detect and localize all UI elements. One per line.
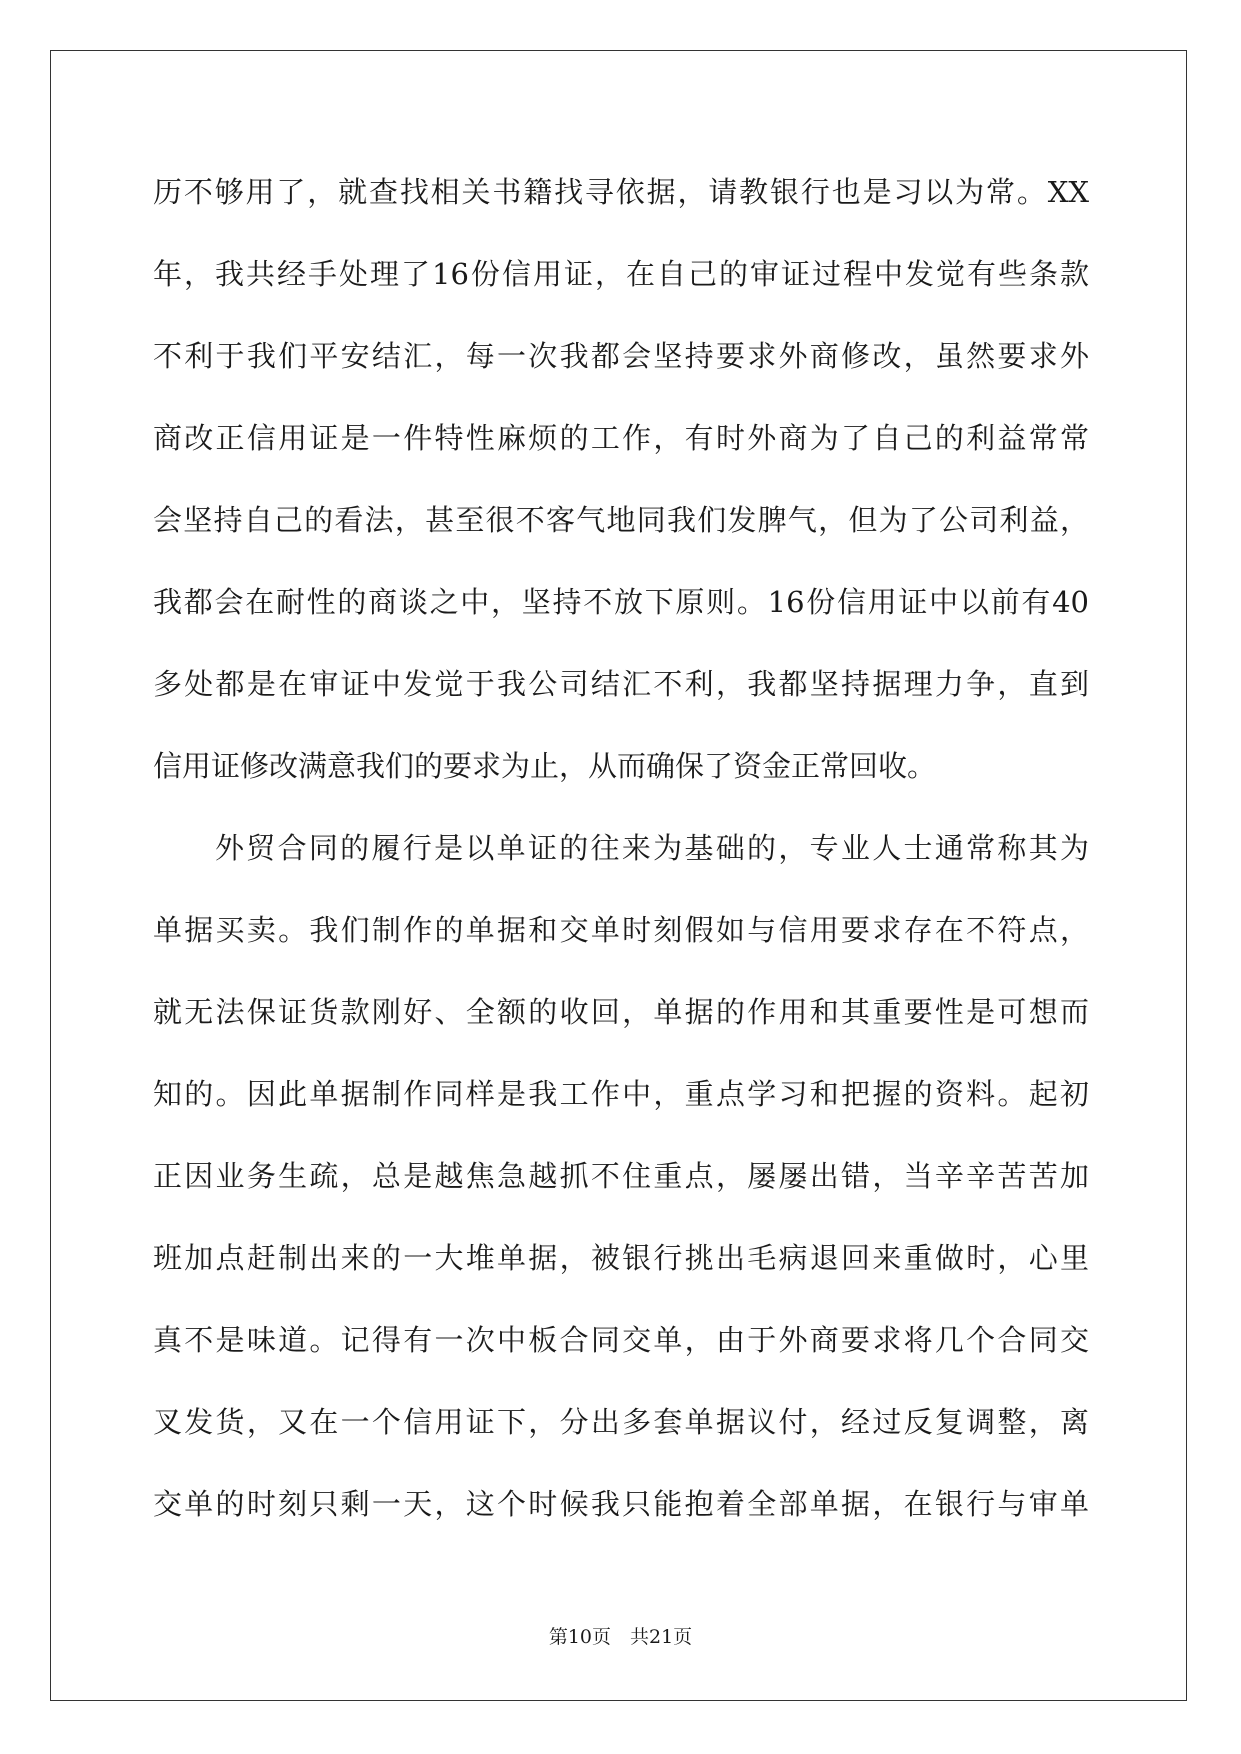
text-line: 历不够用了，就查找相关书籍找寻依据，请教银行也是习以为常。XX — [153, 175, 1089, 209]
text-line: 多处都是在审证中发觉于我公司结汇不利，我都坚持据理力争，直到 — [153, 667, 1089, 701]
text-line: 会坚持自己的看法，甚至很不客气地同我们发脾气，但为了公司利益， — [153, 503, 1089, 537]
text-line: 商改正信用证是一件特性麻烦的工作，有时外商为了自己的利益常常 — [153, 421, 1089, 455]
paragraph-1 — [153, 160, 1089, 816]
text-line: 交单的时刻只剩一天，这个时候我只能抱着全部单据，在银行与审单 — [153, 1487, 1089, 1521]
text-line: 就无法保证货款刚好、全额的收回，单据的作用和其重要性是可想而 — [153, 995, 1089, 1029]
text-line: 信用证修改满意我们的要求为止，从而确保了资金正常回收。 — [153, 749, 937, 783]
text-line: 正因业务生疏，总是越焦急越抓不住重点，屡屡出错，当辛辛苦苦加 — [153, 1159, 1089, 1193]
text-line: 我都会在耐性的商谈之中，坚持不放下原则。16份信用证中以前有40 — [153, 585, 1089, 619]
text-line: 班加点赶制出来的一大堆单据，被银行挑出毛病退回来重做时，心里 — [153, 1241, 1089, 1275]
text-line: 不利于我们平安结汇，每一次我都会坚持要求外商修改，虽然要求外 — [153, 339, 1089, 373]
text-line: 知的。因此单据制作同样是我工作中，重点学习和把握的资料。起初 — [153, 1077, 1089, 1111]
text-line: 外贸合同的履行是以单证的往来为基础的，专业人士通常称其为 — [215, 831, 1089, 865]
text-line: 年，我共经手处理了16份信用证，在自己的审证过程中发觉有些条款 — [153, 257, 1089, 291]
document-body — [153, 160, 1089, 1554]
page-number-footer: 第10页 共21页 — [548, 1626, 693, 1648]
text-line: 叉发货，又在一个信用证下，分出多套单据议付，经过反复调整，离 — [153, 1405, 1089, 1439]
text-line: 真不是味道。记得有一次中板合同交单，由于外商要求将几个合同交 — [153, 1323, 1089, 1357]
text-line: 单据买卖。我们制作的单据和交单时刻假如与信用要求存在不符点， — [153, 913, 1089, 947]
paragraph-2 — [153, 816, 1089, 1554]
